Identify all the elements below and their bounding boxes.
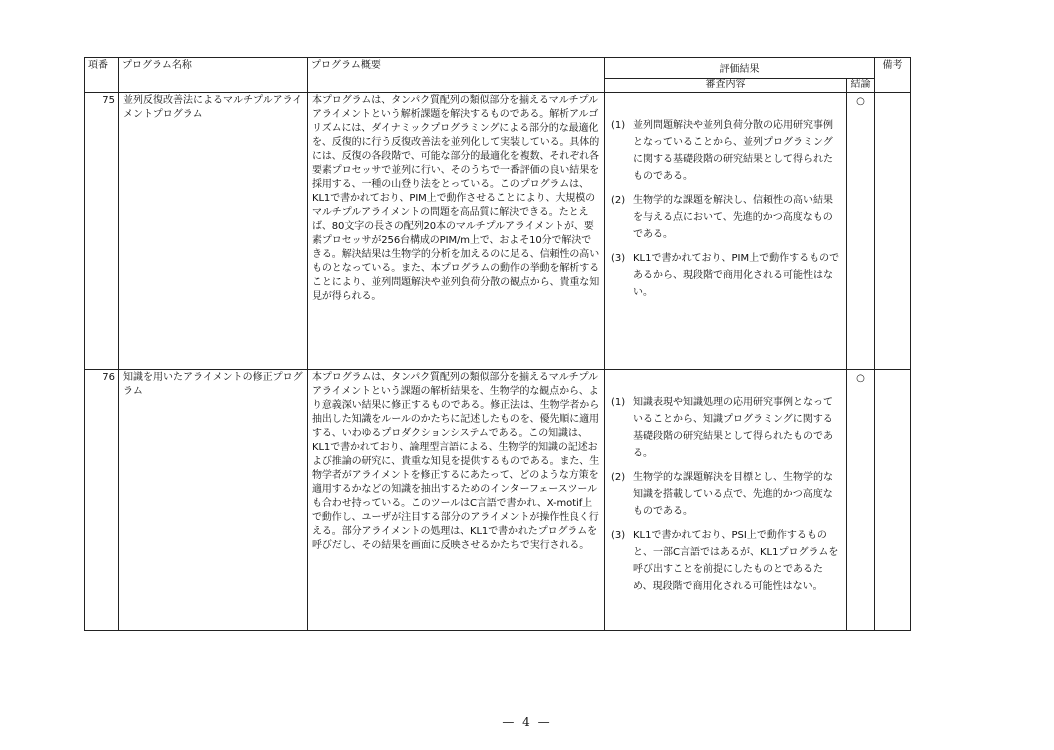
review-point xyxy=(611,527,840,595)
header-program-overview: プログラム概要 xyxy=(308,58,605,93)
review-point-text: KL1で書かれており、PSI上で動作するものと、一部C言語ではあるが、KL1プログラムを呼び出すことを前提にしたものとであるため、現段階で商用化される可能性はない。 xyxy=(633,530,839,592)
program-name: 知識を用いたアライメントの修正プログラム xyxy=(119,370,308,631)
conclusion-cell xyxy=(847,370,875,631)
review-point-text: 生物学的な課題解決を目標とし、生物学的な知識を搭載している点で、先進的かつ高度なものである。 xyxy=(633,472,833,517)
review-point-text: KL1で書かれており、PIM上で動作するものであるから、現段階で商用化される可能性はない。 xyxy=(633,253,840,298)
review-point xyxy=(611,394,840,462)
header-review-content: 審査内容 xyxy=(605,79,847,93)
header-remarks: 備考 xyxy=(875,58,911,93)
review-point-number: (2) xyxy=(611,472,626,483)
remarks-cell xyxy=(875,93,911,370)
review-point-number: (1) xyxy=(611,397,626,408)
review-point xyxy=(611,469,840,520)
conclusion-circle: ○ xyxy=(856,373,865,384)
conclusion-circle: ○ xyxy=(856,96,865,107)
row-no: 75 xyxy=(85,93,119,370)
program-overview: 本プログラムは、タンパク質配列の類似部分を揃えるマルチプルアライメントという解析課題を解決するものである。解析アルゴリズムには、ダイナミックプログラミングによる部分的な最適化を、反復的に行う反復改善法を並列化して実装している。具体的には、反復の各段階で、可能な部分的最適化を複数、それぞれ各要素プロセッサで並列に行い、そのうちで一番評価の良い結果を採用する、一種の山登り法をとっている。このプログラムは、KL1で書かれており、PIM上で動作させることにより、大規模のマルチプルアライメントの問題を高品質に解決できる。たとえば、80文字の長さの配列20本のマルチプルアライメントが、要素プロセッサが256台構成のPIM/m上で、およそ10分で解決できる。解決結果は生物学的分析を加えるのに足る、信頼性の高いものとなっている。また、本プログラムの動作の挙動を解析することにより、並列問題解決や並列負荷分散の観点から、貴重な知見が得られる。 xyxy=(308,93,605,370)
program-name: 並列反復改善法によるマルチプルアライメントプログラム xyxy=(119,93,308,370)
conclusion-cell xyxy=(847,93,875,370)
header-evaluation: 評価結果 xyxy=(605,58,875,79)
review-point xyxy=(611,117,840,185)
review-content xyxy=(605,93,847,370)
review-point xyxy=(611,192,840,243)
review-content xyxy=(605,370,847,631)
program-overview: 本プログラムは、タンパク質配列の類似部分を揃えるマルチプルアライメントという課題の解析結果を、生物学的な観点から、より意義深い結果に修正するものである。修正法は、生物学者から抽出した知識をルールのかたちに記述したものを、優先順に適用する、いわゆるプロダクションシステムである。この知識は、KL1で書かれており、論理型言語による、生物学的知識の記述および推論の研究に、貴重な知見を提供するものである。また、生物学者がアライメントを修正するにあたって、どのような方策を適用するかなどの知識を抽出するためのインターフェースツールも合わせ持っている。このツールはC言語で書かれ、X-motif上で動作し、ユーザが注目する部分のアライメントが操作性良く行える。部分アライメントの処理は、KL1で書かれたプログラムを呼びだし、その結果を画面に反映させるかたちで実行される。 xyxy=(308,370,605,631)
evaluation-table xyxy=(84,57,911,631)
table-row xyxy=(85,93,911,370)
row-no: 76 xyxy=(85,370,119,631)
header-conclusion: 結論 xyxy=(847,79,875,93)
review-point-number: (2) xyxy=(611,195,626,206)
review-point-number: (3) xyxy=(611,530,626,541)
review-point-text: 生物学的な課題を解決し、信頼性の高い結果を与える点において、先進的かつ高度なものである。 xyxy=(633,195,833,240)
review-point-number: (1) xyxy=(611,120,626,131)
review-point-number: (3) xyxy=(611,253,626,264)
review-point-text: 知識表現や知識処理の応用研究事例となっていることから、知識プログラミングに関する基礎段階の研究結果として得られたものである。 xyxy=(633,397,833,459)
page-number: — 4 — xyxy=(502,715,552,729)
review-point-text: 並列問題解決や並列負荷分散の応用研究事例となっていることから、並列プログラミングに関する基礎段階の研究結果として得られたものである。 xyxy=(633,120,833,182)
remarks-cell xyxy=(875,370,911,631)
header-program-name: プログラム名称 xyxy=(119,58,308,93)
review-point xyxy=(611,250,840,301)
table-row xyxy=(85,370,911,631)
header-no: 項番 xyxy=(85,58,119,93)
